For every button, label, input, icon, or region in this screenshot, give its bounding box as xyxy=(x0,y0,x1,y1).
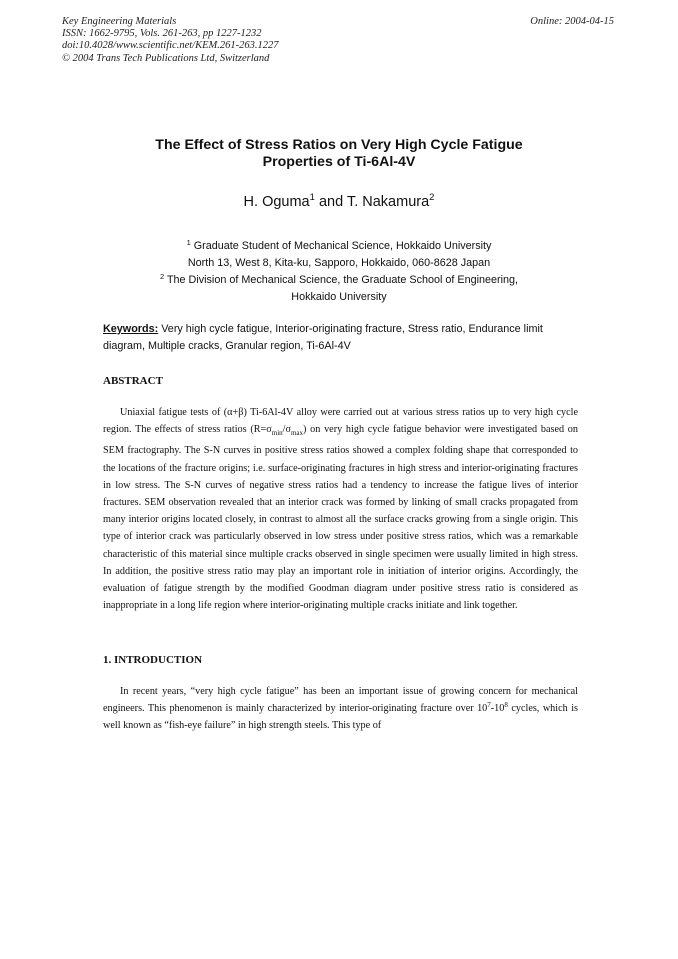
issn-line: ISSN: 1662-9795, Vols. 261-263, pp 1227-1232 xyxy=(62,28,262,40)
abstract-heading: ABSTRACT xyxy=(103,375,163,387)
author-conjunction: and xyxy=(318,194,344,210)
copyright-line: © 2004 Trans Tech Publications Ltd, Switzerland xyxy=(62,52,270,64)
affiliation-1-line-1: $^1$ Graduate Student of Mechanical Science, Hokkaido University xyxy=(186,238,492,252)
journal-header xyxy=(62,16,279,65)
author-1-affiliation-mark: 1 xyxy=(309,192,315,203)
online-date: Online: 2004-04-15 xyxy=(530,16,614,27)
affiliation-2-line-1: $^2$ The Division of Mechanical Science, the Graduate School of Engineering, xyxy=(159,272,519,286)
author-2: T. Nakamura xyxy=(346,194,430,210)
author-1: H. Oguma xyxy=(243,194,310,210)
affiliation-1-line-2: North 13, West 8, Kita-ku, Sapporo, Hokkaido, 060-8628 Japan xyxy=(187,257,491,269)
affiliations xyxy=(0,238,678,306)
keywords-text: Very high cycle fatigue, Interior-originating fracture, Stress ratio, Endurance limit diagram, Multiple cracks, Granular region, Ti-6Al-4V xyxy=(103,323,543,352)
keywords-block xyxy=(103,321,581,355)
doi-line: doi:10.4028/www.scientific.net/KEM.261-263.1227 xyxy=(62,40,279,52)
affiliation-2-mark: 2 xyxy=(159,272,165,281)
introduction-heading: 1. INTRODUCTION xyxy=(103,654,203,666)
introduction-paragraph: In recent years, “very high cycle fatigue” has been an important issue of growing concern for mechanical engineers. This phenomenon is mainly characterized by interior-originating fracture over $10^7-10^8$ cycles, which is well known as “fish-eye failure” in high strength steels. This type of xyxy=(103,686,578,732)
author-2-affiliation-mark: 2 xyxy=(429,192,435,203)
journal-name: Key Engineering Materials xyxy=(62,16,177,27)
affiliation-1-mark: 1 xyxy=(186,238,191,247)
abstract-paragraph: Uniaxial fatigue tests of (α+β) Ti-6Al-4V alloy were carried out at various stress ratios up to very high cycle region. The effects of stress ratios $(R=\sigma_{min}/\sigma_{max})$ on very high cycle fatigue behavior were investigated based on SEM fractography. The S-N curves in positive stress ratios showed a complex folding shape that corresponded to the locations of the fracture origins; i.e. surface-originating fractures in high stress and interior-originating fractures in low stress. The S-N curves of negative stress ratios had a tendency to increase the fatigue lives of interior fractures. SEM observation revealed that an interior crack was formed by linking of small cracks propagated from many interior origins located closely, in contrast to almost all the surface cracks growing from a single origin. This type of interior crack was particularly observed in low stress under positive stress ratios, which was a remarkable characteristic of this material since multiple cracks observed in single specimen were usually limited in high stress. In addition, the positive stress ratio may play an important role in initiation of interior origins. Accordingly, the evaluation of fatigue strength by the modified Goodman diagram under positive stress ratio is considered as inappropriate in a long life region where interior-originating multiple cracks initiate and link together. xyxy=(103,407,578,612)
title-line-2: Properties of Ti-6Al-4V xyxy=(262,154,416,170)
affiliation-2-line-2: Hokkaido University xyxy=(291,291,387,303)
author-list xyxy=(0,194,678,210)
title-line-1: The Effect of Stress Ratios on Very High Cycle Fatigue xyxy=(155,137,523,153)
paper-title xyxy=(0,137,678,171)
keywords-label: Keywords: xyxy=(103,323,159,335)
